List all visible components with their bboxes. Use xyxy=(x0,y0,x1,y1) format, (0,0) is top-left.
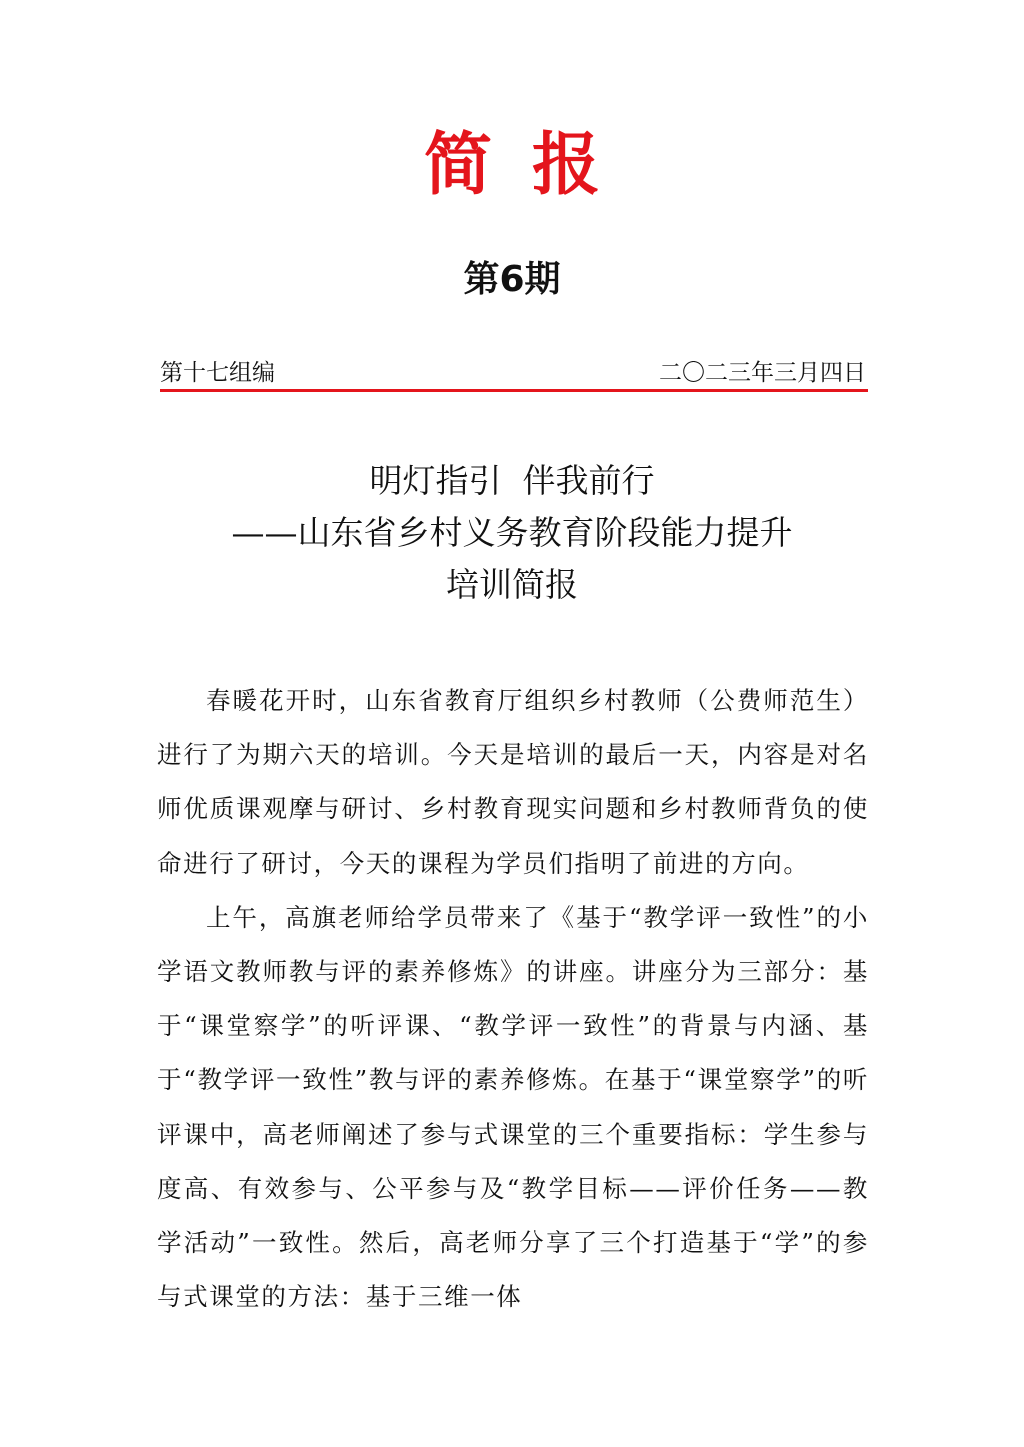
article-headline xyxy=(0,455,1024,611)
headline-line-1: 明灯指引 伴我前行 xyxy=(369,461,655,500)
article-body xyxy=(157,674,869,1324)
headline-line-2: ——山东省乡村义务教育阶段能力提升 xyxy=(231,513,793,552)
body-paragraph-2: 上午，高旗老师给学员带来了《基于“教学评一致性”的小学语文教师教与评的素养修炼》的讲座。讲座分为三部分：基于“课堂察学”的听评课、“教学评一致性”的背景与内涵、基于“教学评一致性”教与评的素养修炼。在基于“课堂察学”的听评课中，高老师阐述了参与式课堂的三个重要指标：学生参与度高、有效参与、公平参与及“教学目标——评价任务——教学活动”一致性。然后，高老师分享了三个打造基于“学”的参与式课堂的方法：基于三维一体 xyxy=(157,902,869,1312)
editor-label: 第十七组编 xyxy=(160,360,275,386)
publish-date: 二〇二三年三月四日 xyxy=(659,360,866,386)
masthead-title: 简报 xyxy=(423,125,640,205)
headline-line-3: 培训简报 xyxy=(446,565,578,604)
issue-number: 第6期 xyxy=(463,259,561,300)
body-paragraph-1: 春暖花开时，山东省教育厅组织乡村教师（公费师范生）进行了为期六天的培训。今天是培训的最后一天，内容是对名师优质课观摩与研讨、乡村教育现实问题和乡村教师背负的使命进行了研讨，今天的课程为学员们指明了前进的方向。 xyxy=(157,686,869,878)
red-divider-rule xyxy=(160,389,868,392)
meta-row xyxy=(160,356,866,390)
